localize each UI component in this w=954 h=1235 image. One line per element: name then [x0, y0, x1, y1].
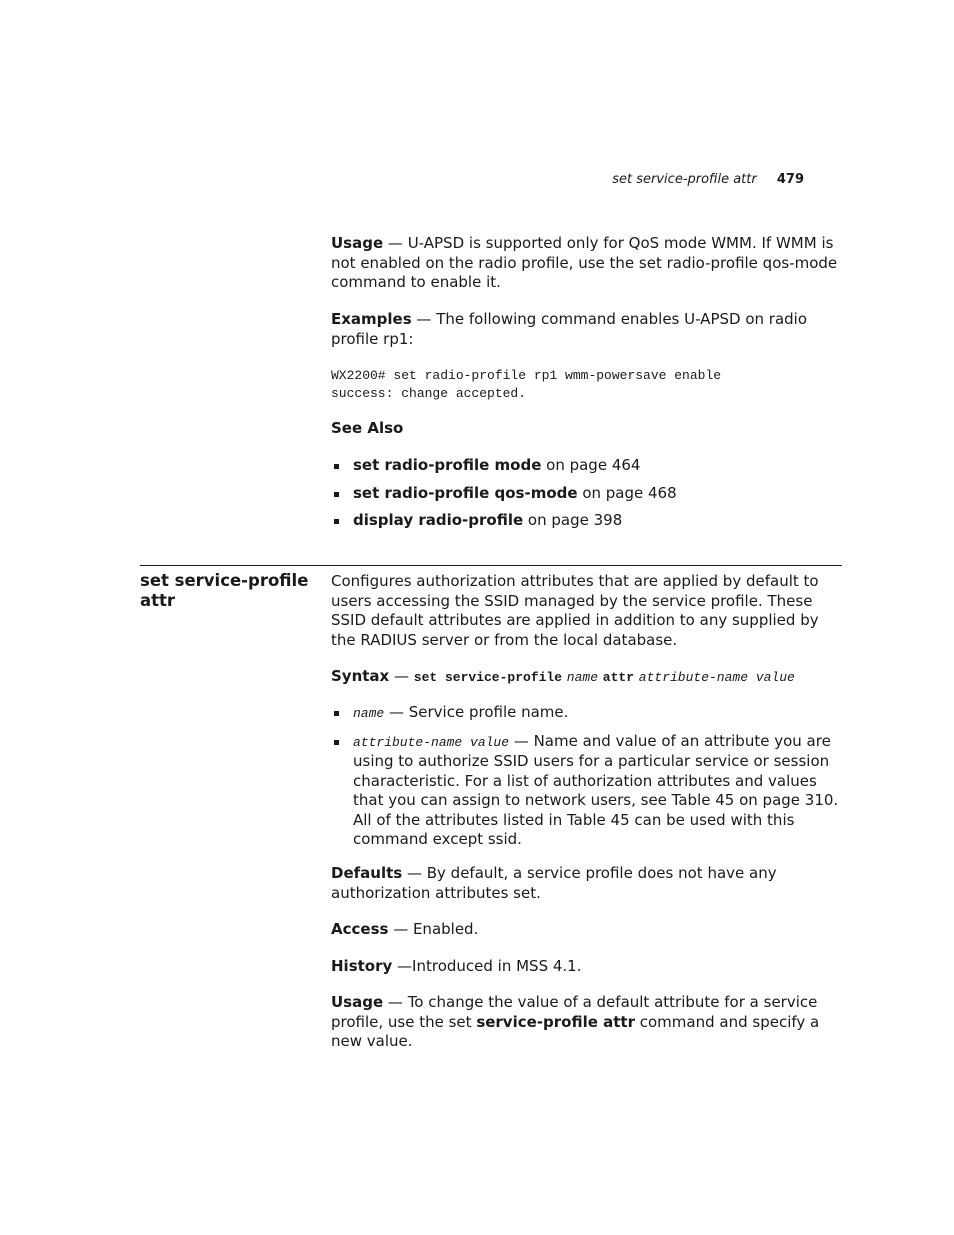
- see-also-list: [331, 456, 843, 531]
- defaults-text: — By default, a service profile does not have any authorization attributes set.: [331, 864, 777, 902]
- usage-text: — U-APSD is supported only for QoS mode WMM. If WMM is not enabled on the radio profile, use the set radio-profile qos-mode command to enable it.: [331, 234, 838, 291]
- parameter-desc: — Name and value of an attribute you are using to authorize SSID users for a particular service or session characteristic. For a list of authorization attributes and values that you can assign to network users, see Table 45 on page 310. All of the attributes listed in Table 45 can be used with this command except ssid.: [353, 731, 839, 848]
- syntax-arg-name: name: [566, 670, 599, 685]
- syntax-keyword: attr: [602, 670, 635, 685]
- examples-text: — The following command enables U-APSD on radio profile rp1:: [331, 310, 808, 348]
- see-also-page-ref: on page 468: [577, 483, 677, 502]
- see-also-item[interactable]: [331, 484, 843, 504]
- parameter-desc: — Service profile name.: [384, 703, 569, 721]
- section-divider: [140, 565, 842, 566]
- examples-label: Examples: [331, 310, 412, 328]
- see-also-page-ref: on page 398: [523, 511, 623, 529]
- parameter-list: [331, 703, 843, 850]
- usage-text: — To change the value of a default attribute for a service profile, use the set: [331, 993, 818, 1031]
- access-paragraph: [331, 920, 843, 940]
- syntax-label: Syntax: [331, 667, 390, 685]
- access-label: Access: [331, 920, 389, 938]
- usage-label: Usage: [331, 993, 384, 1011]
- defaults-paragraph: [331, 864, 843, 903]
- see-also-heading: See Also: [331, 419, 404, 437]
- examples-paragraph: [331, 310, 843, 349]
- example-code-block: [331, 367, 721, 403]
- usage2-paragraph: [331, 993, 843, 1052]
- parameter-name: attribute-name value: [353, 734, 510, 750]
- syntax-command: set service-profile: [413, 670, 563, 685]
- parameter-item: [331, 703, 843, 724]
- usage-label: Usage: [331, 234, 384, 252]
- defaults-label: Defaults: [331, 864, 403, 882]
- code-line: WX2200# set radio-profile rp1 wmm-powersave enable: [331, 368, 722, 383]
- syntax-dash: —: [389, 667, 414, 685]
- section-title: [140, 571, 310, 610]
- see-also-link[interactable]: set radio-profile mode: [353, 456, 542, 474]
- running-header: [612, 172, 804, 187]
- see-also-link[interactable]: set radio-profile qos-mode: [353, 483, 578, 502]
- see-also-item[interactable]: [331, 511, 843, 531]
- section-title-line: attr: [140, 590, 176, 610]
- usage-paragraph: [331, 234, 843, 293]
- history-paragraph: [331, 957, 843, 977]
- intro-text: Configures authorization attributes that are applied by default to users accessing the SSID managed by the service profile. These SSID default attributes are applied in addition to any supplied by the RADIUS server or from the local database.: [331, 572, 819, 649]
- usage-text: command and specify a new value.: [331, 1012, 820, 1050]
- see-also-item[interactable]: [331, 456, 843, 476]
- page-number: 479: [776, 172, 804, 187]
- code-line: success: change accepted.: [331, 386, 527, 401]
- access-text: — Enabled.: [388, 920, 479, 938]
- syntax-arg-attr: attribute-name value: [638, 670, 795, 685]
- parameter-name: name: [353, 706, 385, 721]
- running-title: set service-profile attr: [612, 172, 757, 187]
- parameter-item: [331, 732, 843, 850]
- see-also-page-ref: on page 464: [541, 456, 641, 474]
- history-label: History: [331, 957, 393, 975]
- section-title-line: set service-profile: [140, 571, 309, 590]
- history-text: —Introduced in MSS 4.1.: [392, 957, 582, 975]
- section-intro: [331, 572, 843, 650]
- syntax-line: [331, 667, 843, 688]
- see-also-link[interactable]: display radio-profile: [353, 511, 524, 529]
- usage-command: service-profile attr: [476, 1012, 635, 1031]
